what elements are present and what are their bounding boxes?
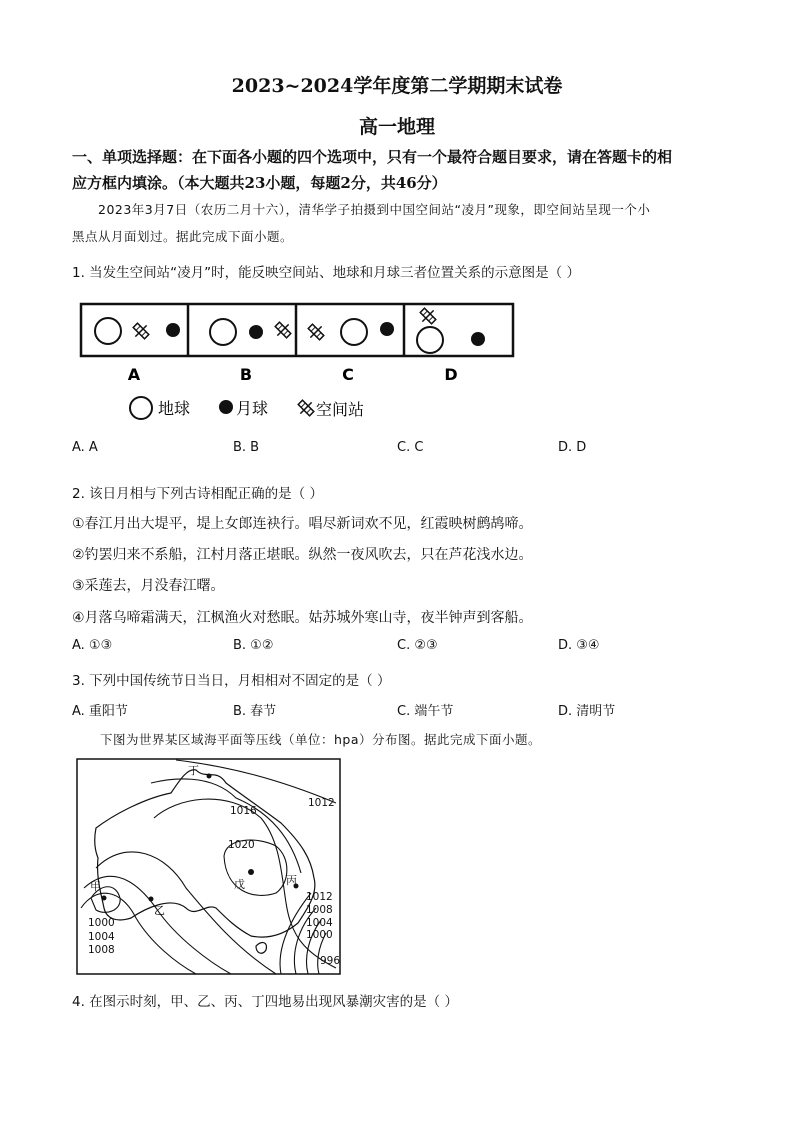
- q3-option-c[interactable]: C. 端午节: [397, 704, 454, 719]
- isobar-label: 1020: [228, 839, 255, 851]
- place-jia: 甲: [90, 880, 101, 893]
- isobar-label: 1008: [88, 944, 115, 956]
- place-wu: 戊: [234, 878, 245, 891]
- panel-label-a: A: [127, 365, 141, 384]
- q3-option-b[interactable]: B. 春节: [233, 704, 277, 719]
- q2-option-a[interactable]: A. ①③: [72, 638, 113, 653]
- q2-option-c[interactable]: C. ②③: [397, 638, 438, 653]
- q3-option-d[interactable]: D. 清明节: [558, 704, 616, 719]
- panel-d: [417, 305, 485, 353]
- panel-a: [95, 318, 180, 344]
- exam-subtitle: 高一地理: [358, 116, 435, 138]
- question-1-stem: 1. 当发生空间站“凌月”时，能反映空间站、地球和月球三者位置关系的示意图是（ ）: [72, 265, 580, 281]
- poem-3: ③采莲去，月没春江曙。: [72, 578, 225, 594]
- poem-4: ④月落乌啼霜满天，江枫渔火对愁眠。姑苏城外寒山寺，夜半钟声到客船。: [72, 610, 533, 626]
- isobar-label: 1000: [306, 929, 333, 941]
- space-station-icon: [305, 321, 328, 344]
- space-station-icon: [130, 320, 153, 343]
- place-yi: 乙: [154, 904, 165, 917]
- question-2-stem: 2. 该日月相与下列古诗相配正确的是（ ）: [72, 486, 323, 502]
- legend-moon-label: 月球: [236, 399, 269, 418]
- isobar-map: [76, 758, 342, 976]
- isobar-label: 1004: [88, 931, 115, 943]
- question-4-stem: 4. 在图示时刻，甲、乙、丙、丁四地易出现风暴潮灾害的是（ ）: [72, 994, 458, 1010]
- isobar-label: 1012: [308, 797, 335, 809]
- section-heading: [72, 144, 732, 196]
- intro-1-line-1: 2023年3月7日（农历二月十六），清华学子拍摄到中国空间站“凌月”现象，即空间站呈现一个小: [98, 202, 651, 217]
- q1-option-d[interactable]: D. D: [558, 440, 587, 455]
- legend-station-label: 空间站: [316, 400, 365, 419]
- isobar-label: 1012: [306, 891, 333, 903]
- panel-label-b: B: [239, 365, 253, 384]
- q1-option-c[interactable]: C. C: [397, 440, 424, 455]
- q2-option-d[interactable]: D. ③④: [558, 638, 600, 653]
- q1-panel-frame: [81, 304, 513, 356]
- isobar-label: 1004: [306, 917, 333, 929]
- space-station-icon: [272, 319, 295, 342]
- poem-2: ②钓罢归来不系船，江村月落正堪眠。纵然一夜风吹去，只在芦花浅水边。: [72, 547, 533, 563]
- place-bing: 丙: [286, 874, 297, 887]
- panel-label-d: D: [444, 365, 458, 384]
- isobar-label: 1016: [230, 805, 257, 817]
- intro-passage-2: 下图为世界某区域海平面等压线（单位：hpa）分布图。据此完成下面小题。: [100, 732, 542, 747]
- section-heading-line-2: 应方框内填涂。（本大题共23小题，每题2分，共46分）: [72, 174, 447, 192]
- space-station-icon: [295, 397, 318, 420]
- place-ding: 丁: [188, 764, 199, 777]
- intro-1-line-2: 黑点从月面划过。据此完成下面小题。: [72, 229, 294, 244]
- space-station-icon: [417, 305, 440, 328]
- legend-earth-label: 地球: [158, 399, 191, 418]
- isobar-label: 996: [320, 955, 341, 967]
- exam-title: 2023~2024学年度第二学期期末试卷: [231, 75, 563, 97]
- panel-c: [305, 319, 394, 345]
- q2-option-b[interactable]: B. ①②: [233, 638, 274, 653]
- isobar-label: 1000: [88, 917, 115, 929]
- section-heading-line-1: 一、单项选择题：在下面各小题的四个选项中，只有一个最符合题目要求，请在答题卡的相: [72, 148, 673, 166]
- q1-option-b[interactable]: B. B: [233, 440, 260, 455]
- panel-label-c: C: [342, 365, 354, 384]
- q3-option-a[interactable]: A. 重阳节: [72, 704, 128, 719]
- question-3-stem: 3. 下列中国传统节日当日，月相相对不固定的是（ ）: [72, 673, 391, 689]
- isobar-label: 1008: [306, 904, 333, 916]
- q1-figure: [78, 300, 518, 430]
- intro-passage-1: [72, 196, 732, 250]
- q1-legend: [130, 397, 364, 420]
- poem-1: ①春江月出大堤平，堤上女郎连袂行。唱尽新词欢不见，红霞映树鹧鸪啼。: [72, 516, 533, 532]
- q1-option-a[interactable]: A. A: [72, 440, 98, 455]
- panel-b: [210, 319, 294, 345]
